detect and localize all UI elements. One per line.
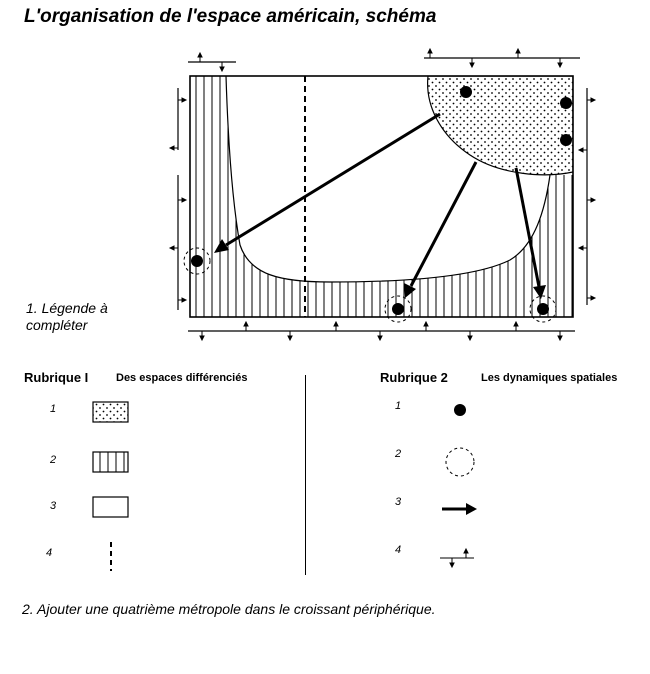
- rubrique2-title: Rubrique 2: [380, 370, 448, 385]
- rubrique1-item-number: 1: [49, 403, 57, 415]
- rubrique2-item-number: 4: [394, 544, 402, 556]
- legend-filled-dot: [454, 404, 466, 416]
- page-title: L'organisation de l'espace américain, schéma: [24, 6, 437, 27]
- metropole-dot: [560, 97, 572, 109]
- legend-empty-box: [93, 497, 128, 517]
- rubrique2-subtitle: Les dynamiques spatiales: [481, 372, 618, 384]
- rubrique1-item-number: 2: [49, 454, 57, 466]
- rubrique2-item-number: 3: [394, 496, 402, 508]
- rubrique1-subtitle: Des espaces différenciés: [116, 372, 248, 384]
- legend-heading: 1. Légende à compléter: [26, 300, 108, 333]
- legend-hatched-box: [93, 452, 128, 472]
- legend-border-arrows: [440, 549, 474, 567]
- metropole-dot: [460, 86, 472, 98]
- rubrique2-item-number: 1: [394, 400, 402, 412]
- legend-dashed-circle: [446, 448, 474, 476]
- metropole-dot: [560, 134, 572, 146]
- rubrique1-item-number: 4: [45, 547, 53, 559]
- legend-dotted-box: [93, 402, 128, 422]
- legend-arrow: [442, 503, 477, 515]
- metropole-dot: [537, 303, 549, 315]
- instruction-text: 2. Ajouter une quatrième métropole dans le croissant périphérique.: [22, 601, 436, 617]
- rubrique1-title: Rubrique I: [24, 370, 89, 385]
- rubrique2-item-number: 2: [394, 448, 402, 460]
- rubrique1-item-number: 3: [49, 500, 57, 512]
- core-region: [428, 76, 573, 175]
- metropole-dot: [392, 303, 404, 315]
- metropole-dot: [191, 255, 203, 267]
- legend-divider: [305, 375, 306, 575]
